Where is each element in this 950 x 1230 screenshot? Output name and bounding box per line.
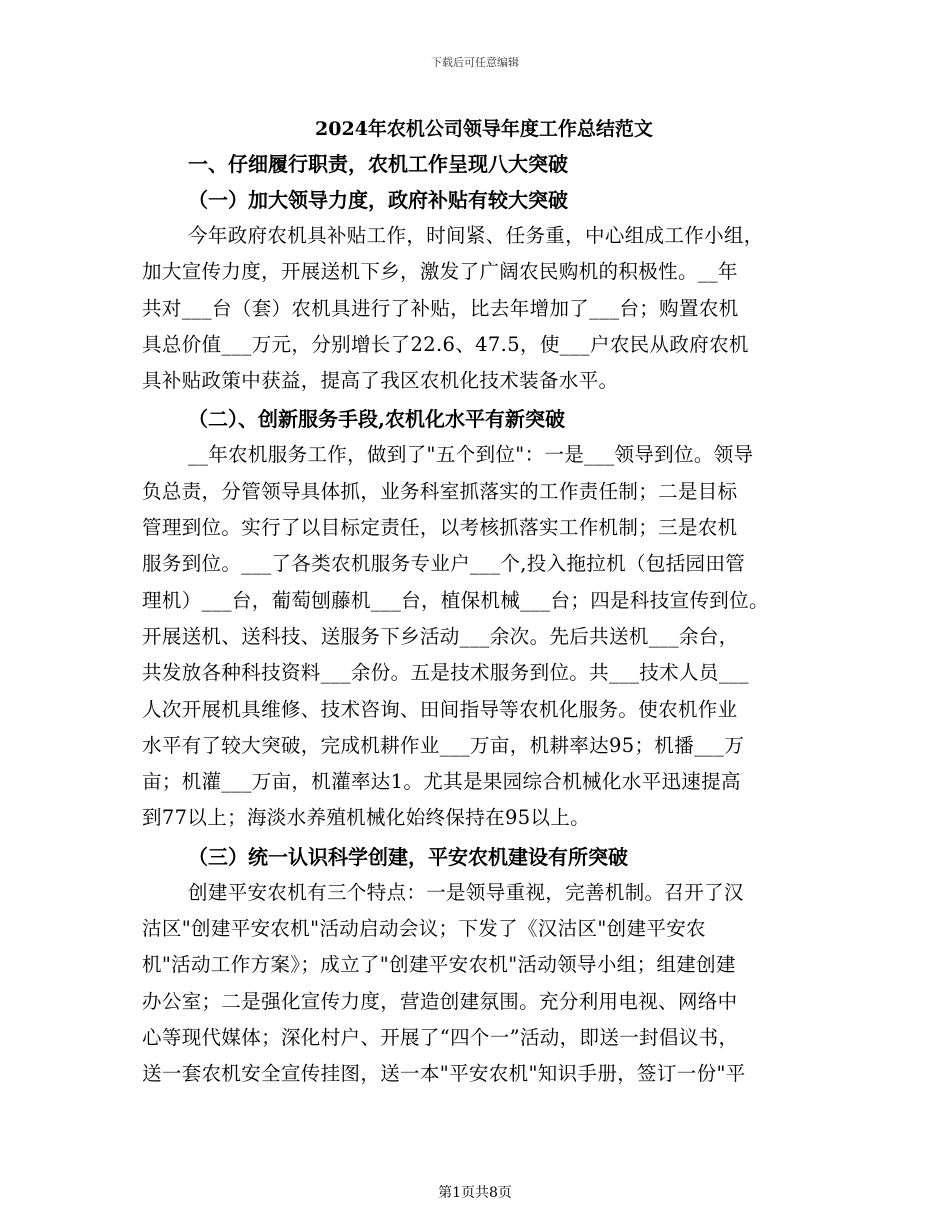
- paragraph-line: 到77以上；海淡水养殖机械化始终保持在95以上。: [142, 806, 591, 830]
- paragraph-line: 加大宣传力度，开展送机下乡，激发了广阔农民购机的积极性。__年: [142, 260, 738, 284]
- paragraph-line: 服务到位。___了各类农机服务专业户___个,投入拖拉机（包括园田管: [142, 552, 746, 576]
- document-title: 2024年农机公司领导年度工作总结范文: [315, 118, 653, 140]
- paragraph-line: 具补贴政策中获益，提高了我区农机化技术装备水平。: [142, 369, 619, 393]
- paragraph-line: 机"活动工作方案》；成立了"创建平安农机"活动领导小组；组建创建: [142, 953, 736, 977]
- paragraph-2: [142, 437, 812, 836]
- paragraph-line: 负总责，分管领导具体抓，业务科室抓落实的工作责任制；二是目标: [142, 479, 738, 503]
- paragraph-line: 创建平安农机有三个特点：一是领导重视，完善机制。召开了汉: [188, 880, 744, 904]
- section-heading-1: 一、仔细履行职责，农机工作呈现八大突破: [188, 152, 568, 176]
- subsection-heading-2: （二）、创新服务手段,农机化水平有新突破: [188, 407, 565, 432]
- page-header: 下载后可任意编辑: [431, 56, 519, 69]
- paragraph-line: 沽区"创建平安农机"活动启动会议；下发了《汉沽区"创建平安农: [142, 917, 706, 941]
- paragraph-line: 共发放各种科技资料___余份。五是技术服务到位。共___技术人员___: [142, 661, 750, 685]
- paragraph-line: 亩；机灌___万亩，机灌率达1。尤其是果园综合机械化水平迅速提高: [142, 770, 741, 794]
- paragraph-line: 送一套农机安全宣传挂图，送一本"平安农机"知识手册，签订一份"平: [142, 1062, 746, 1086]
- paragraph-line: 共对___台（套）农机具进行了补贴，比去年增加了___台；购置农机: [142, 296, 739, 320]
- paragraph-line: 管理到位。实行了以目标定责任，以考核抓落实工作机制；三是农机: [142, 516, 738, 540]
- paragraph-line: 理机）___台，葡萄刨藤机___台，植保机械___台；四是科技宣传到位。: [142, 588, 769, 612]
- paragraph-line: 具总价值___万元，分别增长了22.6、47.5，使___户农民从政府农机: [142, 332, 749, 356]
- paragraph-line: 今年政府农机具补贴工作，时间紧、任务重，中心组成工作小组，: [188, 224, 764, 247]
- paragraph-line: 开展送机、送科技、送服务下乡活动___余次。先后共送机___余台，: [142, 624, 739, 648]
- paragraph-1: [142, 218, 812, 399]
- paragraph-3: [142, 875, 812, 1093]
- paragraph-line: 心等现代媒体；深化村户、开展了“四个一”活动，即送一封倡议书，: [142, 1025, 739, 1049]
- subsection-heading-3: （三）统一认识科学创建，平安农机建设有所突破: [188, 844, 628, 869]
- subsection-heading-1: （一）加大领导力度，政府补贴有较大突破: [188, 188, 568, 212]
- paragraph-line: 办公室；二是强化宣传力度，营造创建氛围。充分利用电视、网络中: [142, 989, 738, 1013]
- document-body: [142, 112, 812, 1093]
- paragraph-line: __年农机服务工作，做到了"五个到位"：一是___领导到位。领导: [188, 443, 754, 467]
- paragraph-line: 人次开展机具维修、技术咨询、田间指导等农机化服务。使农机作业: [142, 697, 738, 721]
- paragraph-line: 水平有了较大突破，完成机耕作业___万亩，机耕率达95；机播___万: [142, 733, 745, 757]
- page-footer: 第1页共8页: [438, 1185, 512, 1201]
